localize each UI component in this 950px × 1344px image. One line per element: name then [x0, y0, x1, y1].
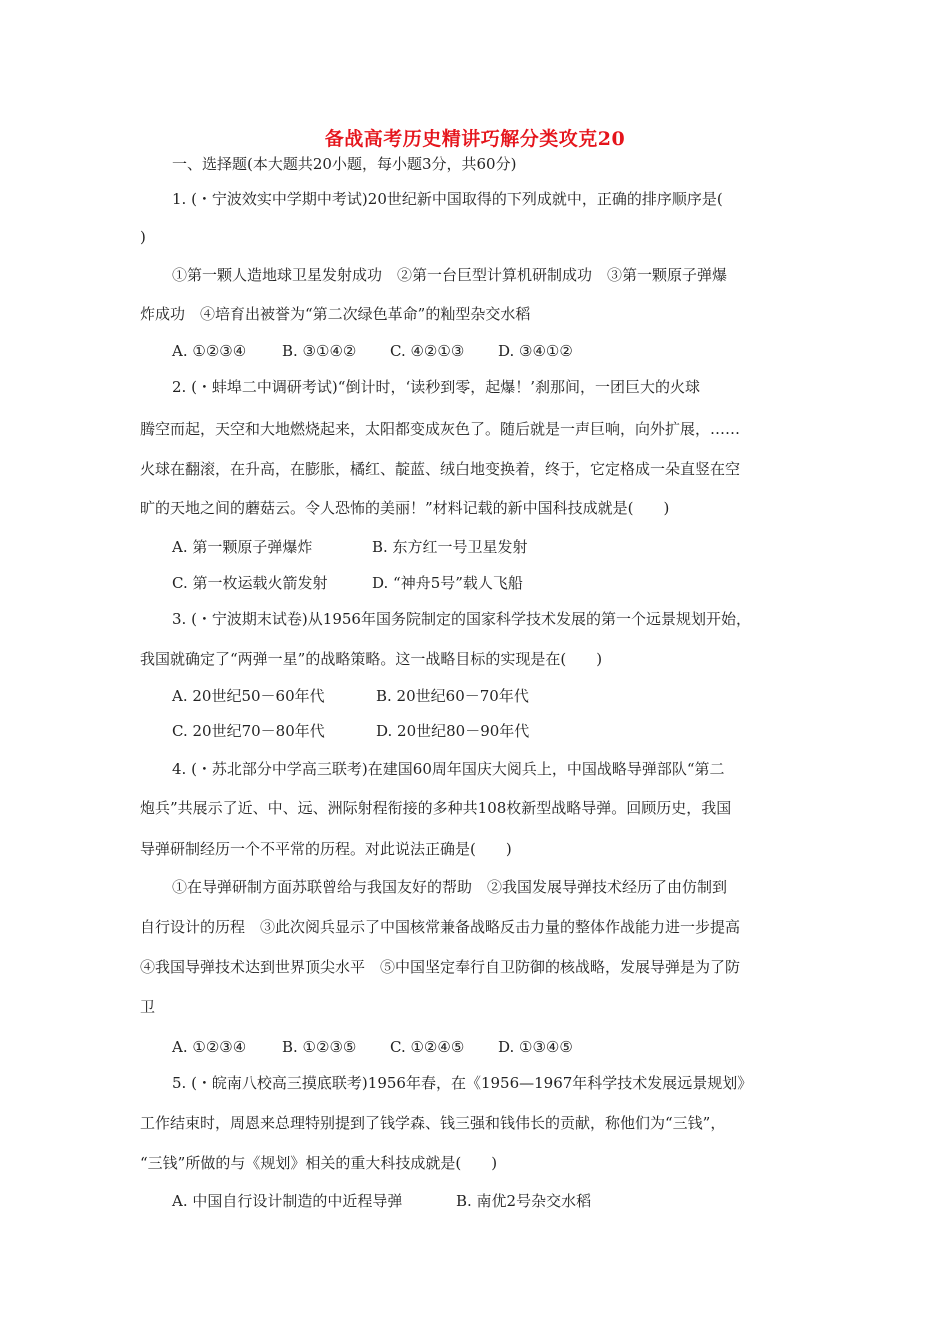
question-text-line: 导弹研制经历一个不平常的历程。对此说法正确是( ) [140, 840, 512, 858]
option-b: B. ③①④② [282, 342, 357, 360]
option-d: D. “神舟5号”载人飞船 [372, 574, 523, 592]
question-text-line: 火球在翻滚，在升高，在膨胀，橘红、靛蓝、绒白地变换着，终于，它定格成一朵直竖在空 [140, 460, 741, 478]
question-text-line: 4. (・苏北部分中学高三联考)在建国60周年国庆大阅兵上，中国战略导弹部队“第二 [172, 760, 725, 778]
section-header: 一、选择题(本大题共20小题，每小题3分，共60分) [172, 155, 517, 173]
option-c: C. 20世纪70－80年代 [172, 722, 325, 740]
question-text-line: 自行设计的历程 ③此次阅兵显示了中国核常兼备战略反击力量的整体作战能力进一步提高 [140, 918, 741, 936]
question-text-line: 3. (・宁波期末试卷)从1956年国务院制定的国家科学技术发展的第一个远景规划开始， [172, 610, 751, 628]
option-b: B. 20世纪60－70年代 [376, 687, 529, 705]
question-text-line: “三钱”所做的与《规划》相关的重大科技成就是( ) [140, 1154, 498, 1172]
question-text-line: 2. (・蚌埠二中调研考试)“倒计时，‘读秒到零，起爆！’刹那间，一团巨大的火球 [172, 378, 700, 396]
question-text-line: ) [140, 228, 146, 246]
option-a: A. 20世纪50－60年代 [172, 687, 325, 705]
option-c: C. 第一枚运载火箭发射 [172, 574, 328, 592]
option-a: A. ①②③④ [172, 1038, 247, 1056]
question-text-line: 1. (・宁波效实中学期中考试)20世纪新中国取得的下列成就中，正确的排序顺序是( [172, 190, 723, 208]
option-d: D. ①③④⑤ [498, 1038, 573, 1056]
question-text-line: 5. (・皖南八校高三摸底联考)1956年春，在《1956—1967年科学技术发展远景规划》 [172, 1074, 753, 1092]
question-text-line: ①第一颗人造地球卫星发射成功 ②第一台巨型计算机研制成功 ③第一颗原子弹爆 [172, 266, 728, 284]
option-a: A. ①②③④ [172, 342, 247, 360]
option-c: C. ④②①③ [390, 342, 465, 360]
question-text-line: 旷的天地之间的蘑菇云。令人恐怖的美丽！”材料记载的新中国科技成就是( ) [140, 499, 670, 517]
question-text-line: 炸成功 ④培育出被誉为“第二次绿色革命”的籼型杂交水稻 [140, 305, 531, 323]
option-b: B. 东方红一号卫星发射 [372, 538, 528, 556]
question-text-line: 腾空而起，天空和大地燃烧起来，太阳都变成灰色了。随后就是一声巨响，向外扩展，…… [140, 420, 741, 438]
option-d: D. 20世纪80－90年代 [376, 722, 530, 740]
document-title: 备战高考历史精讲巧解分类攻克20 [324, 128, 626, 150]
option-b: B. ①②③⑤ [282, 1038, 357, 1056]
option-c: C. ①②④⑤ [390, 1038, 465, 1056]
question-text-line: ①在导弹研制方面苏联曾给与我国友好的帮助 ②我国发展导弹技术经历了由仿制到 [172, 878, 728, 896]
question-text-line: 我国就确定了“两弹一星”的战略策略。这一战略目标的实现是在( ) [140, 650, 603, 668]
question-text-line: 工作结束时，周恩来总理特别提到了钱学森、钱三强和钱伟长的贡献，称他们为“三钱”， [140, 1114, 726, 1132]
option-a: A. 第一颗原子弹爆炸 [172, 538, 313, 556]
question-text-line: 炮兵”共展示了近、中、远、洲际射程衔接的多种共108枚新型战略导弹。回顾历史，我国 [140, 799, 732, 817]
option-b: B. 南优2号杂交水稻 [456, 1192, 592, 1210]
option-d: D. ③④①② [498, 342, 573, 360]
option-a: A. 中国自行设计制造的中近程导弹 [172, 1192, 403, 1210]
question-text-line: ④我国导弹技术达到世界顶尖水平 ⑤中国坚定奉行自卫防御的核战略，发展导弹是为了防 [140, 958, 741, 976]
question-text-line: 卫 [140, 998, 156, 1016]
